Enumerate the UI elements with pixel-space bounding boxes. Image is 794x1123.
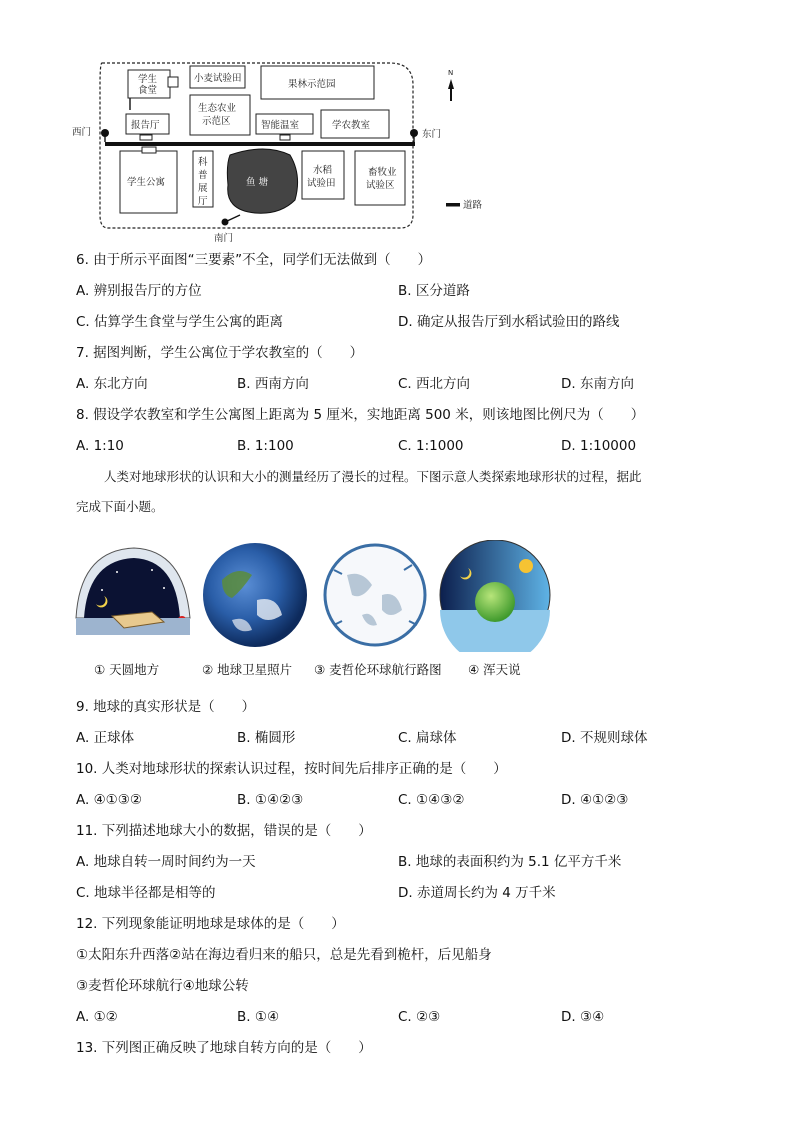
main-road (105, 142, 415, 146)
dorm-label: 学生公寓 (127, 177, 166, 188)
eco-label-1: 生态农业 (198, 103, 237, 114)
livestock-label-1: 畜牧业 (368, 167, 397, 178)
image-sky-round-earth-square (76, 548, 190, 635)
south-gate-label: 南门 (214, 233, 234, 244)
intro-paragraph-line1: 人类对地球形状的认识和大小的测量经历了漫长的过程。下图示意人类探索地球形状的过程，据此 (104, 469, 642, 484)
livestock-box (355, 151, 405, 205)
greenhouse-label: 智能温室 (261, 120, 300, 131)
question-11-stem: 11. 下列描述地球大小的数据，错误的是（ ） (76, 823, 372, 839)
caption-3: ③ 麦哲伦环球航行路图 (314, 662, 442, 677)
science-label-3: 展 (198, 183, 208, 194)
pond-label: 鱼 塘 (246, 177, 269, 188)
q6-option-b[interactable]: B. 区分道路 (398, 283, 470, 299)
q6-option-c[interactable]: C. 估算学生食堂与学生公寓的距离 (76, 314, 284, 330)
canteen-label-2: 食堂 (138, 85, 158, 96)
eco-box (190, 95, 250, 135)
classroom-label: 学农教室 (332, 120, 371, 131)
q11-option-a[interactable]: A. 地球自转一周时间约为一天 (76, 854, 256, 870)
legend-road-swatch (446, 203, 460, 207)
q12-option-b[interactable]: B. ①④ (237, 1009, 280, 1025)
caption-4: ④ 浑天说 (468, 662, 521, 677)
q10-option-a[interactable]: A. ④①③② (76, 792, 142, 808)
eco-label-2: 示范区 (202, 116, 231, 127)
q8-option-d[interactable]: D. 1:10000 (561, 438, 637, 454)
q11-option-c[interactable]: C. 地球半径都是相等的 (76, 885, 216, 901)
q7-option-d[interactable]: D. 东南方向 (561, 376, 634, 392)
q9-option-d[interactable]: D. 不规则球体 (561, 730, 648, 746)
science-label-4: 厅 (198, 196, 208, 207)
q10-option-b[interactable]: B. ①④②③ (237, 792, 304, 808)
science-label-1: 科 (198, 157, 208, 168)
q8-option-a[interactable]: A. 1:10 (76, 438, 124, 454)
earth-shape-illustrations (72, 540, 556, 652)
campus-plan-map (70, 55, 500, 245)
q10-option-d[interactable]: D. ④①②③ (561, 792, 629, 808)
q7-option-b[interactable]: B. 西南方向 (237, 376, 309, 392)
q11-option-b[interactable]: B. 地球的表面积约为 5.1 亿平方千米 (398, 854, 622, 870)
west-gate-label: 西门 (72, 127, 92, 138)
question-10-stem: 10. 人类对地球形状的探索认识过程，按时间先后排序正确的是（ ） (76, 761, 507, 777)
q12-statement-line1: ①太阳东升西落②站在海边看归来的船只，总是先看到桅杆，后见船身 (76, 947, 492, 963)
caption-2: ② 地球卫星照片 (202, 662, 293, 677)
rice-label-2: 试验田 (307, 178, 336, 189)
wheat-label: 小麦试验田 (194, 73, 242, 84)
q10-option-c[interactable]: C. ①④③② (398, 792, 465, 808)
north-arrow-icon (448, 79, 454, 101)
question-9-stem: 9. 地球的真实形状是（ ） (76, 699, 256, 715)
q11-option-d[interactable]: D. 赤道周长约为 4 万千米 (398, 885, 556, 901)
q7-option-a[interactable]: A. 东北方向 (76, 376, 148, 392)
question-8-stem: 8. 假设学农教室和学生公寓图上距离为 5 厘米，实地距离 500 米，则该地图比例尺为（ ） (76, 407, 645, 423)
caption-1: ① 天圆地方 (94, 662, 160, 677)
question-6-stem: 6. 由于所示平面图“三要素”不全，同学们无法做到（ ） (76, 252, 432, 268)
livestock-label-2: 试验区 (366, 180, 395, 191)
orchard-label: 果林示范园 (288, 79, 336, 90)
question-12-stem: 12. 下列现象能证明地球是球体的是（ ） (76, 916, 345, 932)
question-13-stem: 13. 下列图正确反映了地球自转方向的是（ ） (76, 1040, 372, 1056)
q6-option-a[interactable]: A. 辨别报告厅的方位 (76, 283, 202, 299)
east-gate-label: 东门 (422, 129, 442, 140)
question-7-stem: 7. 据图判断，学生公寓位于学农教室的（ ） (76, 345, 364, 361)
q8-option-b[interactable]: B. 1:100 (237, 438, 294, 454)
q12-option-c[interactable]: C. ②③ (398, 1009, 441, 1025)
image-huntian-theory (440, 540, 550, 652)
q7-option-c[interactable]: C. 西北方向 (398, 376, 471, 392)
rice-label-1: 水稻 (313, 165, 333, 176)
north-label: N (448, 69, 454, 77)
q12-option-a[interactable]: A. ①② (76, 1009, 118, 1025)
q9-option-a[interactable]: A. 正球体 (76, 730, 135, 746)
intro-paragraph-line2: 完成下面小题。 (76, 499, 164, 514)
image-earth-satellite-photo (203, 543, 307, 647)
canteen-label-1: 学生 (138, 74, 158, 85)
q6-option-d[interactable]: D. 确定从报告厅到水稻试验田的路线 (398, 314, 620, 330)
image-magellan-route-map (325, 545, 425, 645)
hall-label: 报告厅 (131, 120, 160, 131)
q8-option-c[interactable]: C. 1:1000 (398, 438, 464, 454)
q9-option-c[interactable]: C. 扁球体 (398, 730, 457, 746)
q12-statement-line2: ③麦哲伦环球航行④地球公转 (76, 978, 249, 994)
q12-option-d[interactable]: D. ③④ (561, 1009, 605, 1025)
science-label-2: 普 (198, 170, 208, 181)
legend-road-label: 道路 (463, 200, 483, 211)
q9-option-b[interactable]: B. 椭圆形 (237, 730, 296, 746)
